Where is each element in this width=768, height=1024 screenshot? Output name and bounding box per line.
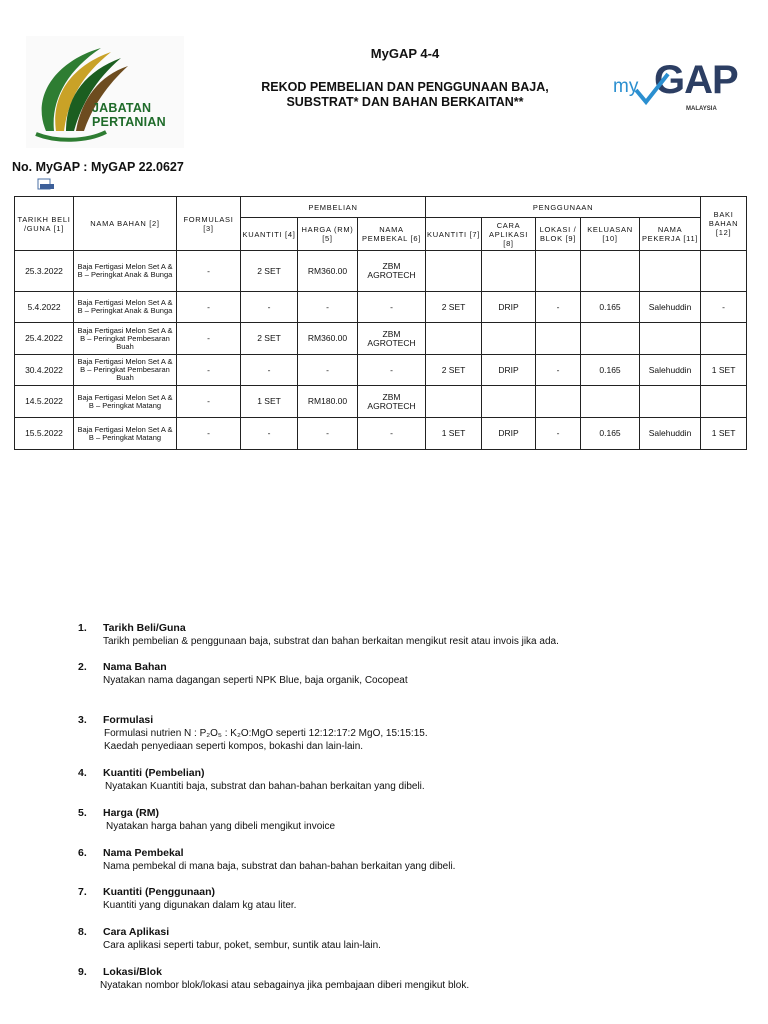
table-cell [426, 386, 482, 418]
table-row [15, 386, 747, 418]
table-row [15, 323, 747, 355]
table-cell: - [241, 418, 298, 450]
header-penggunaan: PENGGUNAAN [426, 197, 701, 218]
table-cell: 14.5.2022 [15, 386, 74, 418]
note-description: Formulasi nutrien N : P₂O₅ : K₂O:MgO seperti 12:12:17:2 MgO, 15:15:15. [104, 728, 428, 739]
header-formulasi: FORMULASI [3] [177, 197, 241, 251]
header-pekerja: NAMA PEKERJA [11] [640, 218, 701, 251]
table-cell: Baja Fertigasi Melon Set A & B – Peringkat Pembesaran Buah [74, 355, 177, 386]
table-cell: DRIP [482, 355, 536, 386]
table-cell: 5.4.2022 [15, 292, 74, 323]
header-nama-bahan: NAMA BAHAN [2] [74, 197, 177, 251]
table-cell: - [177, 292, 241, 323]
table-cell: 1 SET [426, 418, 482, 450]
table-cell: - [241, 355, 298, 386]
record-table [14, 196, 747, 450]
note-heading: Nama Bahan [103, 661, 167, 673]
table-cell [581, 251, 640, 292]
note-heading: Nama Pembekal [103, 847, 184, 859]
table-cell: - [298, 418, 358, 450]
header-pembelian: PEMBELIAN [241, 197, 426, 218]
note-number: 4. [78, 767, 87, 779]
note-number: 5. [78, 807, 87, 819]
table-cell [640, 386, 701, 418]
table-row [15, 418, 747, 450]
table-cell: - [536, 418, 581, 450]
table-cell: 25.3.2022 [15, 251, 74, 292]
table-row [15, 251, 747, 292]
table-cell [536, 251, 581, 292]
table-cell: Baja Fertigasi Melon Set A & B – Peringkat Anak & Bunga [74, 292, 177, 323]
header-keluasan: KELUASAN [10] [581, 218, 640, 251]
note-description: Cara aplikasi seperti tabur, poket, sembur, suntik atau lain-lain. [103, 940, 381, 951]
note-description: Nyatakan nombor blok/lokasi atau sebagainya jika pembajaan diberi mengikut blok. [100, 980, 470, 991]
mygap-logo [610, 56, 740, 118]
table-cell: 1 SET [701, 418, 747, 450]
table-row [15, 355, 747, 386]
note-description: Nyatakan nama dagangan seperti NPK Blue, baja organik, Cocopeat [103, 675, 408, 686]
table-cell: 0.165 [581, 418, 640, 450]
table-cell [640, 251, 701, 292]
table-cell: - [358, 292, 426, 323]
note-heading: Tarikh Beli/Guna [103, 622, 186, 634]
table-cell: 0.165 [581, 355, 640, 386]
note-number: 3. [78, 714, 87, 726]
note-heading: Cara Aplikasi [103, 926, 170, 938]
note-number: 9. [78, 966, 87, 978]
table-cell [536, 386, 581, 418]
table-cell [536, 323, 581, 355]
note-number: 1. [78, 622, 87, 634]
note-number: 7. [78, 886, 87, 898]
org-name-line1: JABATAN [92, 101, 152, 115]
table-cell: DRIP [482, 418, 536, 450]
form-subtitle-line1: REKOD PEMBELIAN DAN PENGGUNAAN BAJA, [261, 80, 549, 94]
table-cell: 1 SET [241, 386, 298, 418]
table-cell: 30.4.2022 [15, 355, 74, 386]
note-number: 8. [78, 926, 87, 938]
note-heading: Formulasi [103, 714, 154, 726]
table-cell: ZBM AGROTECH [358, 251, 426, 292]
table-cell: 15.5.2022 [15, 418, 74, 450]
note-heading: Kuantiti (Pembelian) [103, 767, 205, 779]
table-cell: - [177, 251, 241, 292]
table-cell: - [177, 355, 241, 386]
note-description: Nama pembekal di mana baja, substrat dan bahan-bahan berkaitan yang dibeli. [103, 861, 456, 872]
table-cell [581, 386, 640, 418]
note-description: Tarikh pembelian & penggunaan baja, substrat dan bahan berkaitan mengikut resit atau invois jika ada. [103, 636, 559, 647]
table-cell: 1 SET [701, 355, 747, 386]
brand-country: MALAYSIA [686, 106, 717, 112]
table-cell: Salehuddin [640, 418, 701, 450]
table-cell [701, 323, 747, 355]
note-heading: Lokasi/Blok [103, 966, 162, 978]
table-cell: 2 SET [241, 251, 298, 292]
table-cell: 2 SET [241, 323, 298, 355]
form-title: MyGAP 4-4 [370, 46, 440, 61]
header-lokasi: LOKASI / BLOK [9] [536, 218, 581, 251]
table-cell: RM360.00 [298, 323, 358, 355]
form-subtitle-line2: SUBSTRAT* DAN BAHAN BERKAITAN** [286, 95, 524, 109]
note-description: Kuantiti yang digunakan dalam kg atau liter. [103, 900, 297, 911]
org-name-line2: PERTANIAN [92, 115, 166, 129]
header-baki-bahan: BAKI BAHAN [12] [701, 197, 747, 251]
table-cell: Baja Fertigasi Melon Set A & B – Peringkat Anak & Bunga [74, 251, 177, 292]
table-cell: - [358, 355, 426, 386]
table-cell: - [536, 292, 581, 323]
table-cell: DRIP [482, 292, 536, 323]
table-cell [426, 251, 482, 292]
note-heading: Harga (RM) [103, 807, 160, 819]
table-cell: 2 SET [426, 355, 482, 386]
mygap-number: No. MyGAP : MyGAP 22.0627 [12, 160, 184, 174]
table-cell: Baja Fertigasi Melon Set A & B – Peringkat Matang [74, 418, 177, 450]
table-cell: Baja Fertigasi Melon Set A & B – Peringkat Matang [74, 386, 177, 418]
table-cell: 0.165 [581, 292, 640, 323]
note-description: Nyatakan harga bahan yang dibeli mengikut invoice [106, 821, 336, 832]
header-pembekal: NAMA PEMBEKAL [6] [358, 218, 426, 251]
table-cell: - [358, 418, 426, 450]
table-cell: Baja Fertigasi Melon Set A & B – Peringkat Pembesaran Buah [74, 323, 177, 355]
note-description: Nyatakan Kuantiti baja, substrat dan bahan-bahan berkaitan yang dibeli. [105, 781, 425, 792]
table-cell: ZBM AGROTECH [358, 386, 426, 418]
note-number: 2. [78, 661, 87, 673]
table-cell: RM180.00 [298, 386, 358, 418]
header-kuantiti-guna: KUANTITI [7] [426, 218, 482, 251]
header-kuantiti-beli: KUANTITI [4] [241, 218, 298, 251]
brand-my: my [613, 76, 639, 97]
jabatan-pertanian-logo [26, 36, 184, 148]
note-description-line2: Kaedah penyediaan seperti kompos, bokashi dan lain-lain. [104, 741, 364, 752]
table-cell: 2 SET [426, 292, 482, 323]
header-harga: HARGA (RM) [5] [298, 218, 358, 251]
table-cell [701, 251, 747, 292]
table-cell: - [177, 323, 241, 355]
table-cell: - [177, 386, 241, 418]
table-cell: ZBM AGROTECH [358, 323, 426, 355]
table-cell [701, 386, 747, 418]
table-cell: Salehuddin [640, 355, 701, 386]
table-cell [482, 251, 536, 292]
header-cara-aplikasi: CARA APLIKASI [8] [482, 218, 536, 251]
checkmark-icon [632, 70, 672, 110]
table-cell: - [241, 292, 298, 323]
table-cell: RM360.00 [298, 251, 358, 292]
table-cell: - [536, 355, 581, 386]
table-cell: Salehuddin [640, 292, 701, 323]
table-cell [482, 323, 536, 355]
header-tarikh: TARIKH BELI /GUNA [1] [15, 197, 74, 251]
table-cell: - [701, 292, 747, 323]
table-cell [482, 386, 536, 418]
table-cell: - [177, 418, 241, 450]
table-cell [640, 323, 701, 355]
table-row [15, 292, 747, 323]
table-cell [581, 323, 640, 355]
note-number: 6. [78, 847, 87, 859]
leaf-emblem-icon [26, 36, 186, 148]
brand-gap: GAP [654, 58, 738, 102]
table-cell: 25.4.2022 [15, 323, 74, 355]
table-cell: - [298, 292, 358, 323]
table-cell [426, 323, 482, 355]
note-heading: Kuantiti (Penggunaan) [103, 886, 215, 898]
document-icon [37, 178, 55, 190]
table-cell: - [298, 355, 358, 386]
